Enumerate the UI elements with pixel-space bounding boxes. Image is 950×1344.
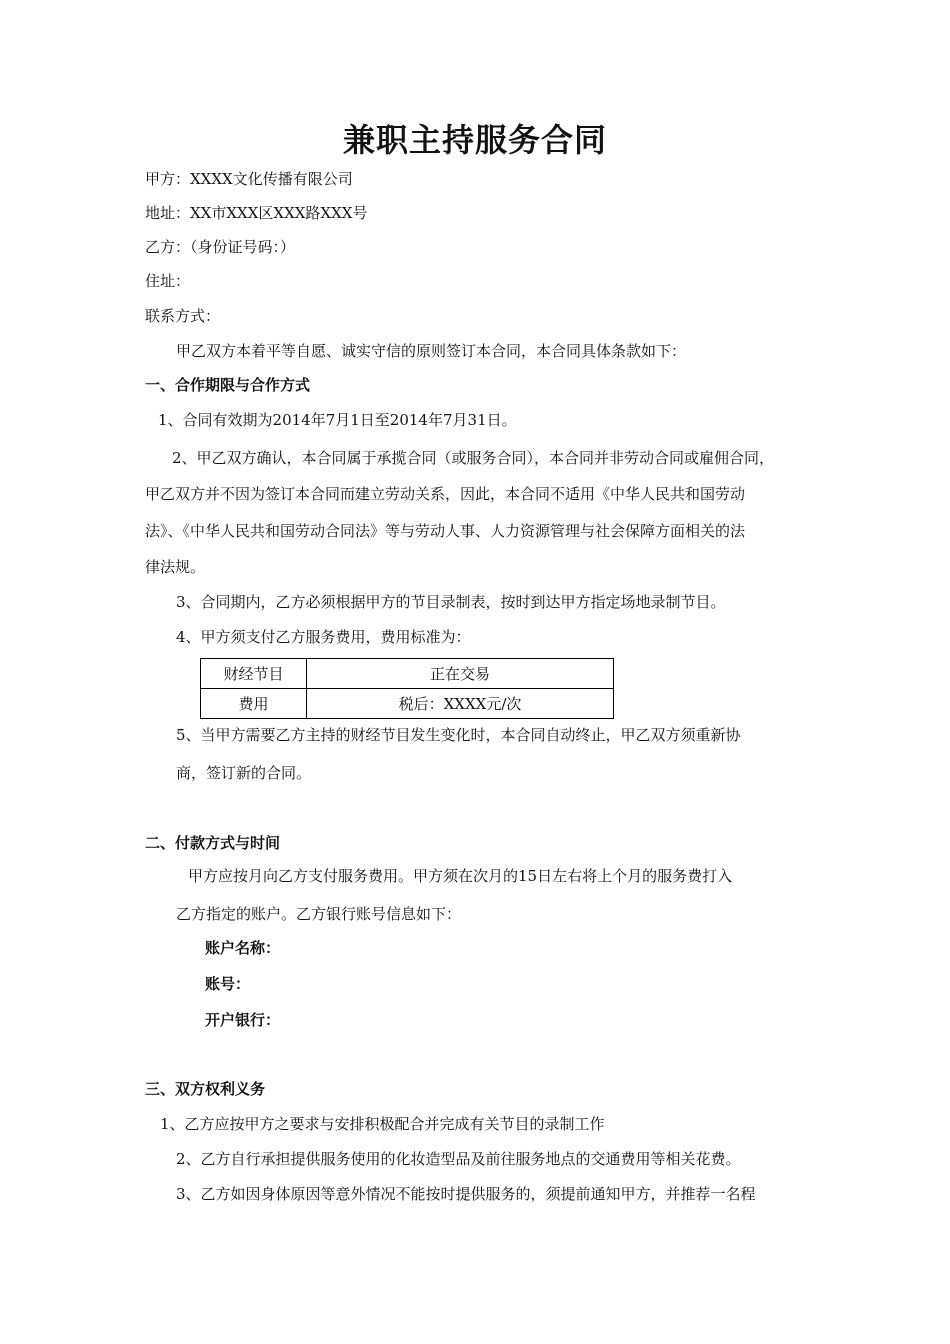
- table-cell: 财经节目: [201, 659, 307, 689]
- section1-item2-line3: 法》、《中华人民共和国劳动合同法》等与劳动人事、人力资源管理与社会保障方面相关的法: [145, 522, 746, 540]
- section1-item2-line2: 甲乙双方并不因为签订本合同而建立劳动关系，因此，本合同不适用《中华人民共和国劳动: [145, 485, 746, 503]
- section3-item1: 1、乙方应按甲方之要求与安排积极配合并完成有关节目的录制工作: [160, 1115, 605, 1133]
- section1-heading: 一、合作期限与合作方式: [145, 376, 311, 394]
- table-cell: 正在交易: [307, 659, 614, 689]
- account-number-label: 账号：: [205, 975, 251, 993]
- fee-table: [200, 658, 614, 719]
- bank-label: 开户银行：: [205, 1011, 281, 1029]
- section1-item5-line1: 5、当甲方需要乙方主持的财经节目发生变化时，本合同自动终止，甲乙双方须重新协: [176, 726, 741, 744]
- section1-item2-line1: 2、甲乙双方确认，本合同属于承揽合同（或服务合同），本合同并非劳动合同或雇佣合同，: [172, 449, 775, 467]
- table-cell: 费用: [201, 689, 307, 719]
- party-a: 甲方：XXXX文化传播有限公司: [145, 170, 353, 188]
- section3-heading: 三、双方权利义务: [145, 1080, 266, 1098]
- residence: 住址：: [145, 272, 191, 290]
- section1-item4: 4、甲方须支付乙方服务费用，费用标准为：: [176, 628, 471, 646]
- party-b: 乙方：（身份证号码：）: [145, 238, 296, 256]
- contact: 联系方式：: [145, 307, 221, 325]
- contract-title: 兼职主持服务合同: [342, 121, 607, 159]
- section2-para-line1: 甲方应按月向乙方支付服务费用。甲方须在次月的15日左右将上个月的服务费打入: [188, 867, 733, 885]
- section2-heading: 二、付款方式与时间: [145, 834, 281, 852]
- address: 地址：XX市XXX区XXX路XXX号: [145, 204, 368, 222]
- table-row: [201, 689, 614, 719]
- section1-item1: 1、合同有效期为2014年7月1日至2014年7月31日。: [158, 411, 517, 429]
- section1-item3: 3、合同期内，乙方必须根据甲方的节目录制表，按时到达甲方指定场地录制节目。: [176, 593, 726, 611]
- section1-item5-line2: 商，签订新的合同。: [176, 764, 312, 782]
- table-cell: 税后：XXXX元/次: [307, 689, 614, 719]
- table-row: [201, 659, 614, 689]
- account-name-label: 账户名称：: [205, 939, 281, 957]
- section1-item2-line4: 律法规。: [145, 558, 206, 576]
- section2-para-line2: 乙方指定的账户。乙方银行账号信息如下：: [176, 905, 462, 923]
- intro-paragraph: 甲乙双方本着平等自愿、诚实守信的原则签订本合同，本合同具体条款如下：: [176, 342, 687, 360]
- section3-item2: 2、乙方自行承担提供服务使用的化妆造型品及前往服务地点的交通费用等相关花费。: [176, 1150, 741, 1168]
- section3-item3: 3、乙方如因身体原因等意外情况不能按时提供服务的，须提前通知甲方，并推荐一名程: [176, 1185, 756, 1203]
